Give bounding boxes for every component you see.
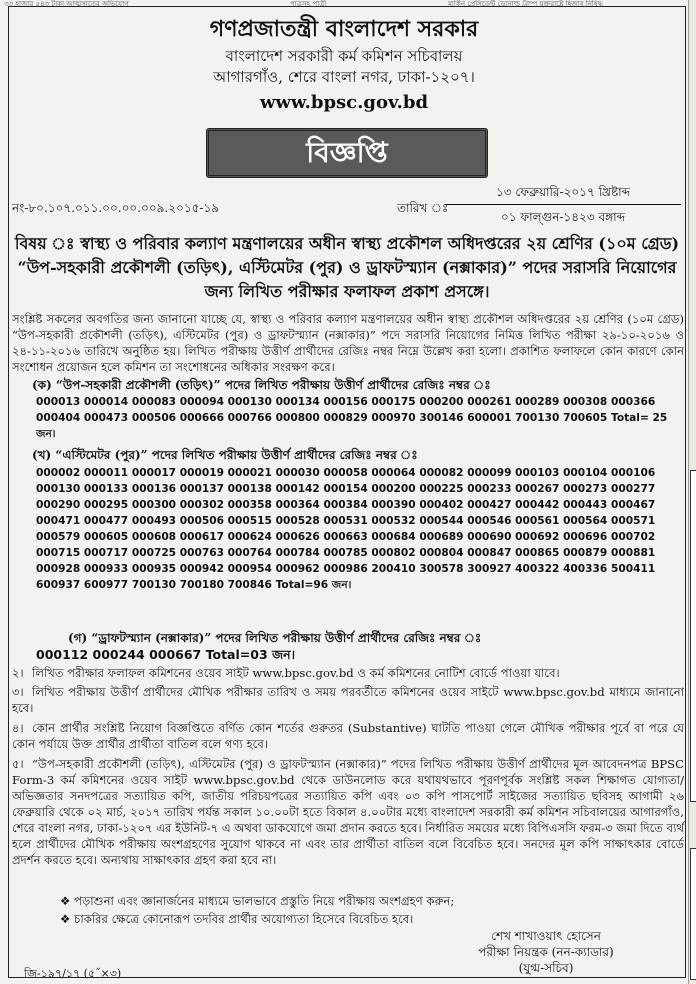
- top-strip-left: ৩৩ হাজার ৫৪৩ টাকা আত্মসাতের অভিযোগ: [4, 0, 129, 8]
- section-kha-heading: (খ) “এস্টিমেটর (পুর)” পদের লিখিত পরীক্ষায় উত্তীর্ণ প্রার্থীদের রেজিঃ নম্বর ঃ: [32, 448, 418, 462]
- section-ga-total: Total=03 জন।: [205, 647, 296, 662]
- section-ka-numbers: [36, 394, 684, 442]
- memo-number: নং-৮০.১০৭.০১১.০০.০০.০০৯.২০১৫-১৯: [12, 201, 220, 215]
- item-3-number: ৩।: [12, 685, 24, 699]
- section-ga-numbers: [36, 647, 684, 663]
- item-2-number: ২।: [12, 666, 24, 680]
- intro-paragraph: সংশ্লিষ্ট সকলের অবগতির জন্য জানানো যাচ্ছে যে, স্বাস্থ্য ও পরিবার কল্যাণ মন্ত্রণালয়ের অধীন স্বাস্থ্য প্রকৌশল অধিদপ্তরের ২য় শ্রেণির (১০ম গ্রেড) “উপ-সহকারী প্রকৌশলী (তড়িৎ), এস্টিমেটর (পুর) ও ড্রাফটস্ম্যান (নক্সাকার)” পদে সরাসরি নিয়োগের নিমিত্ত লিখিত পরীক্ষা ২৯-১০-২০১৬ ও ২৪-১১-২০১৬ তারিখে অনুষ্ঠিত হয়। লিখিত পরীক্ষায় উত্তীর্ণ প্রার্থীদের রেজিঃ নম্বর নিম্নে উল্লেখ করা হলো। প্রকাশিত ফলাফলে কোন কারণে কোন সংশোধন প্রয়োজন হলে কমিশন তা সংশোধনের অধিকার সংরক্ষণ করে।: [12, 312, 684, 374]
- signatory-designation: পরীক্ষা নিয়ন্ত্রক (নন-ক্যাডার): [478, 945, 614, 959]
- item-2-text: লিখিত পরীক্ষার ফলাফল কমিশনের ওয়েব সাইট www.bpsc.gov.bd ও কর্ম কমিশনের নোটিশ বোর্ডে পাওয়া যাবে।: [32, 666, 560, 680]
- item-3: [12, 684, 684, 716]
- government-name: গণপ্রজাতন্ত্রী বাংলাদেশ সরকার: [209, 16, 479, 42]
- top-strip-right: মার্কিন প্রেসিডেন্ট ডোনাল্ড ট্রাম্প যুক্তরাষ্ট্রে হিজাব নিষিদ্ধ: [448, 0, 603, 8]
- commission-address: আগারগাঁও, শেরে বাংলা নগর, ঢাকা-১২০৭।: [213, 68, 475, 86]
- date-label: তারিখ ঃ: [397, 201, 449, 215]
- section-ga-number-list: 000112 000244 000667: [36, 647, 202, 662]
- advice-bullet-1: ❖ পড়াশুনা এবং জ্ঞানার্জনের মাধ্যমে ভালভাবে প্রস্তুতি নিয়ে পরীক্ষায় অংশগ্রহণ করুন;: [60, 894, 455, 908]
- advice-bullet-2: ❖ চাকরির ক্ষেত্রে কোনোরূপ তদবির প্রার্থীর অযোগ্যতা হিসেবে বিবেচিত হবে।: [60, 912, 414, 926]
- item-3-text: লিখিত পরীক্ষায় উত্তীর্ণ প্রার্থীদের মৌখিক পরীক্ষার তারিখ ও সময় পরবর্তীতে কমিশনের ওয়েব সাইটে www.bpsc.gov.bd মাধ্যমে জানানো হবে।: [12, 685, 684, 715]
- date-gregorian: ১৩ ফেব্রুয়ারি-২০১৭ খ্রিষ্টাব্দ: [445, 184, 681, 205]
- commission-name: বাংলাদেশ সরকারী কর্ম কমিশন সচিবালয়: [225, 47, 463, 65]
- item-4-number: ৪।: [12, 721, 24, 735]
- signatory-rank: (যুগ্ম-সচিব): [518, 961, 574, 975]
- item-5-number: ৫।: [12, 757, 24, 771]
- item-4: [12, 720, 684, 752]
- notice-subject: বিষয় ঃ স্বাস্থ্য ও পরিবার কল্যাণ মন্ত্রণালয়ের অধীন স্বাস্থ্য প্রকৌশল অধিদপ্তরের ২য় শ্রেণির (১০ম গ্রেড) “উপ-সহকারী প্রকৌশলী (তড়িৎ), এস্টিমেটর (পুর) ও ড্রাফটস্ম্যান (নক্সাকার)” পদের সরাসরি নিয়োগের জন্য লিখিত পরীক্ষার ফলাফল প্রকাশ প্রসঙ্গে।: [14, 234, 680, 301]
- section-ka-number-list: 000013 000014 000083 000094 000130 000134 000156 000175 000200 000261 000289 000308 000366 000404 000473 000506 000666 000766 000800 000829 000970 300146 600001 700130 700605: [36, 396, 656, 424]
- section-kha-total: Total=96 জন।: [275, 579, 352, 591]
- notice-title: বিজ্ঞপ্তি: [206, 128, 488, 178]
- ad-footer-code: জি-১৯৭/১৭ (৫˝×৩): [24, 967, 122, 980]
- section-ka-total-count: 25 জন।: [36, 412, 668, 440]
- item-5: [12, 756, 684, 868]
- item-4-text: কোন প্রার্থীর সংশ্লিষ্ট নিয়োগ বিজ্ঞপ্তিতে বর্ণিত কোন শর্তের গুরুতর (Substantive) ঘাটতি পাওয়া গেলে মৌখিক পরীক্ষার পূর্বে বা পরে যে কোন পর্যায়ে উক্ত প্রার্থীর প্রার্থীতা বাতিল বলে গণ্য হবে।: [12, 721, 684, 751]
- adjacent-ad-box-2: [690, 848, 696, 980]
- adjacent-ad-box: [690, 470, 696, 802]
- section-ga-heading: (গ) “ড্রাফটস্ম্যান (নক্সাকার)” পদের লিখিত পরীক্ষায় উত্তীর্ণ প্রার্থীদের রেজিঃ নম্বর ঃ: [68, 631, 482, 645]
- section-kha-number-list: 000002 000011 000017 000019 000021 000030 000058 000064 000082 000099 000103 000104 000106 000130 000133 000136 000137 000138 000142 000154 000200 000225 000233 000267 000273 000277 000290 000295 000300 000302 000358 000364 000384 000390 000402 000427 000442 000443 000467 000471 000477 000493 000506 000515 000528 000531 000532 000544 000546 000561 000564 000571 000579 000605 000608 000617 000624 000626 000663 000684 000689 000690 000692 000696 000702 000715 000717 000725 000763 000764 000784 000785 000802 000804 000847 000865 000879 000881 000928 000933 000935 000942 000954 000962 000986 200410 300578 300927 400322 400336 500411 600937 600977 700130 700180 700846: [36, 467, 656, 591]
- website-url: www.bpsc.gov.bd: [259, 92, 429, 113]
- section-ka-total: Total=: [611, 412, 649, 424]
- top-strip-middle: পাত্রসহ পাত্রী: [290, 0, 327, 8]
- item-5-text: “উপ-সহকারী প্রকৌশলী (তড়িৎ), এস্টিমেটর (পুর) ও ড্রাফটস্ম্যান (নক্সাকার)” পদের লিখিত পরীক্ষায় উত্তীর্ণ প্রার্থীদের মূল আবেদনপত্র BPSC Form-3 কর্ম কমিশনের ওয়েব সাইট www.bpsc.gov.bd থেকে ডাউনলোড করে যথাযথভাবে পূরণপূর্বক সংশ্লিষ্ট সকল শিক্ষাগত যোগ্যতা/অভিজ্ঞতার সনদপত্রের সত্যায়িত কপি, জাতীয় পরিচয়পত্রের সত্যায়িত কপি এবং ০৩ কপি পাসপোর্ট সাইজের সত্যায়িত ছবিসহ আগামী ২৬ ফেব্রুয়ারি থেকে ০২ মার্চ, ২০১৭ তারিখ পর্যন্ত সকাল ১০.০০টা হতে বিকাল ৪.০০টার মধ্যে বাংলাদেশ সরকারী কর্ম কমিশন সচিবালয়ের আগারগাঁও, শেরে বাংলা নগর, ঢাকা-১২০৭ এর ইউনিট-৭ এ অথবা ডাকযোগে জমা প্রদান করতে হবে। নির্ধারিত সময়ের মধ্যে বিপিএসসি ফরম-৩ জমা দিতে ব্যর্থ হলে প্রার্থীদের মৌখিক পরীক্ষায় অংশগ্রহণের সুযোগ থাকবে না এবং তার প্রার্থীতা বাতিল বলে বিবেচিত হবে। সনদের মূল কপি সাক্ষাৎকার বোর্ডে প্রদর্শন করতে হবে। অন্যথায় সাক্ষাৎকার গ্রহণ করা হবে না।: [12, 757, 684, 867]
- date-bangla: ০১ ফাল্গুন-১৪২৩ বঙ্গাব্দ: [501, 210, 625, 224]
- section-kha-numbers: [36, 465, 684, 593]
- signatory-name: শেখ শাখাওয়াৎ হোসেন: [491, 929, 601, 943]
- item-2: [12, 665, 684, 681]
- section-ka-heading: (ক) “উপ-সহকারী প্রকৌশলী (তড়িৎ)” পদের লিখিত পরীক্ষায় উত্তীর্ণ প্রার্থীদের রেজিঃ নম্বর ঃ: [32, 378, 491, 392]
